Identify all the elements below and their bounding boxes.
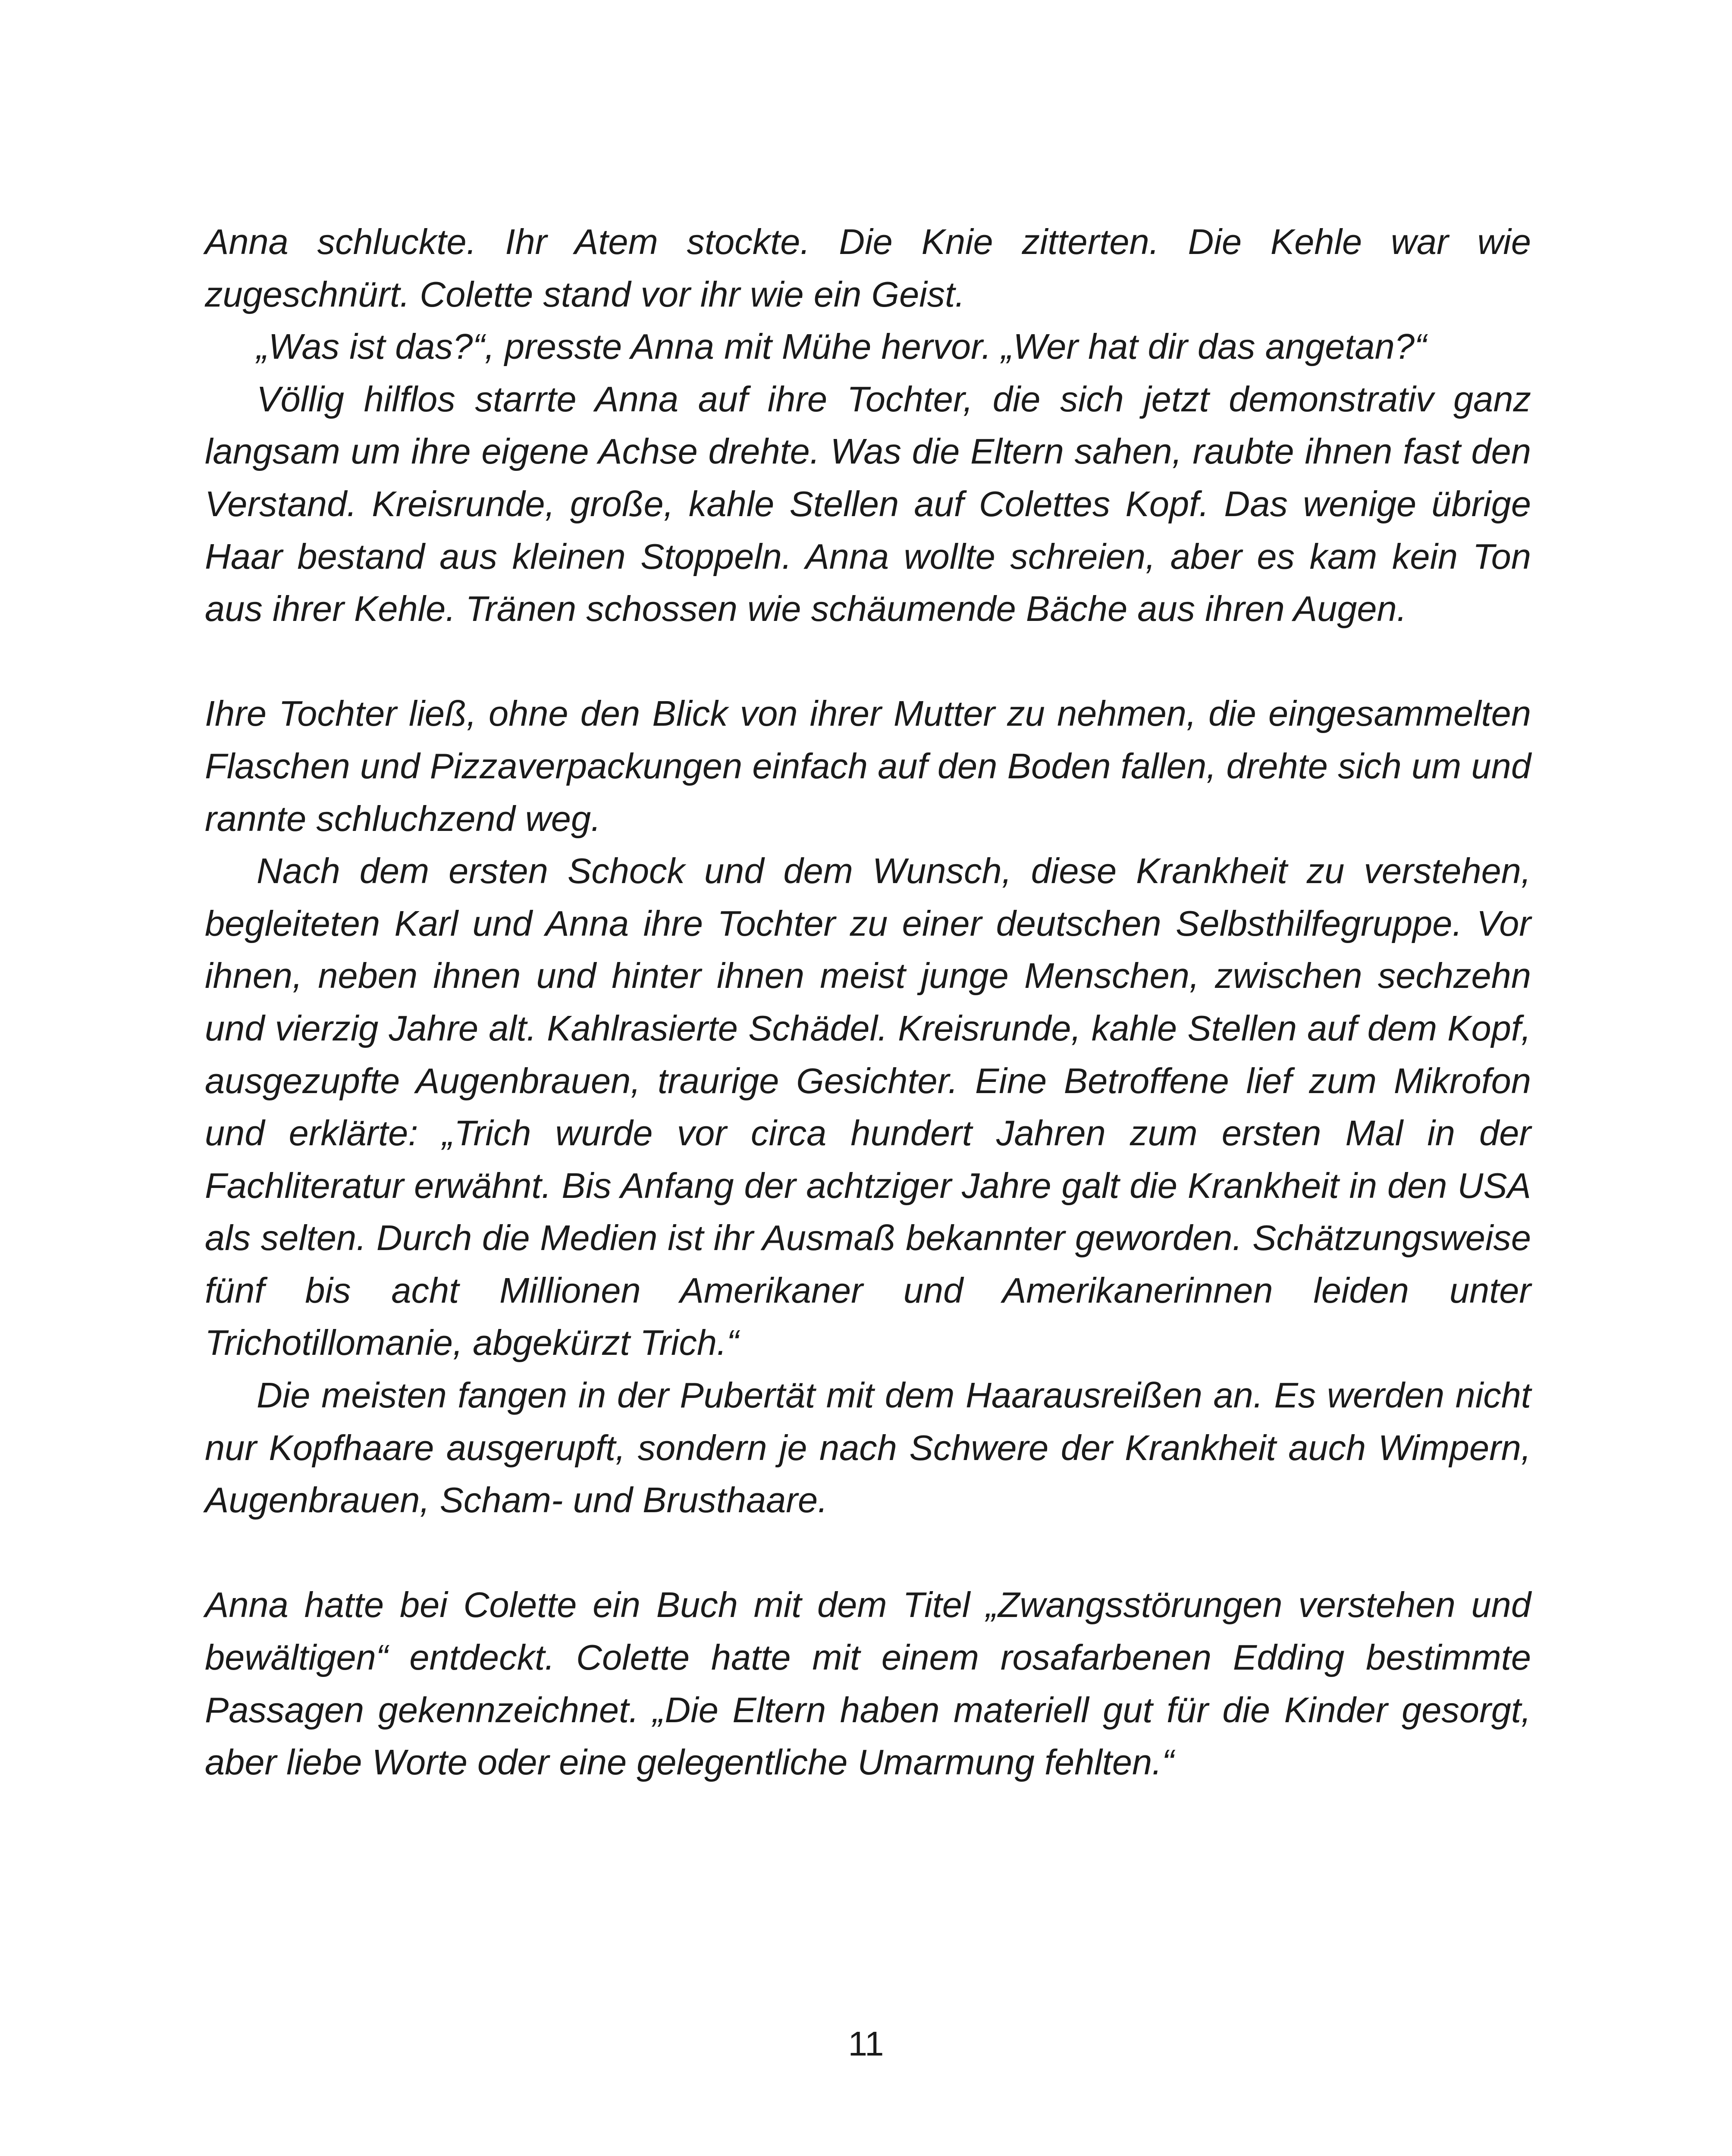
section-break xyxy=(205,635,1531,688)
body-text xyxy=(205,216,1531,1789)
paragraph-5: Nach dem ersten Schock und dem Wunsch, diese Krankheit zu verstehen, begleiteten Karl und Anna ihre Tochter zu einer deutschen Selbsthilfegruppe. Vor ihnen, neben ihnen und hinter ihnen meist junge Menschen, zwischen sechzehn und vierzig Jahre alt. Kahlrasierte Schädel. Kreisrunde, kahle Stellen auf dem Kopf, ausgezupfte Augenbrauen, traurige Gesichter. Eine Betroffene lief zum Mikrofon und erklärte: „Trich wurde vor circa hundert Jahren zum ersten Mal in der Fachliteratur erwähnt. Bis Anfang der achtziger Jahre galt die Krankheit in den USA als selten. Durch die Medien ist ihr Ausmaß bekannter geworden. Schätzungsweise fünf bis acht Millionen Amerikaner und Amerikanerinnen leiden unter Trichotillomanie, abgekürzt Trich.“ xyxy=(205,851,1531,1363)
paragraph-3: Völlig hilflos starrte Anna auf ihre Tochter, die sich jetzt demonstrativ ganz langsam um ihre eigene Achse drehte. Was die Eltern sahen, raubte ihnen fast den Verstand. Kreisrunde, große, kahle Stellen auf Colettes Kopf. Das wenige übrige Haar bestand aus kleinen Stoppeln. Anna wollte schreien, aber es kam kein Ton aus ihrer Kehle. Tränen schossen wie schäumende Bäche aus ihren Augen. xyxy=(205,379,1531,629)
section-break xyxy=(205,1526,1531,1579)
paragraph-6: Die meisten fangen in der Pubertät mit dem Haarausreißen an. Es werden nicht nur Kopfhaare ausgerupft, sondern je nach Schwere der Krankheit auch Wimpern, Augenbrauen, Scham- und Brusthaare. xyxy=(205,1375,1531,1520)
paragraph-1: Anna schluckte. Ihr Atem stockte. Die Knie zitterten. Die Kehle war wie zugeschnürt. Colette stand vor ihr wie ein Geist. xyxy=(205,222,1531,314)
paragraph-4: Ihre Tochter ließ, ohne den Blick von ihrer Mutter zu nehmen, die eingesammelten Flaschen und Pizzaverpackungen einfach auf den Boden fallen, drehte sich um und rannte schluchzend weg. xyxy=(205,693,1531,839)
paragraph-7: Anna hatte bei Colette ein Buch mit dem Titel „Zwangsstörungen verstehen und bewältigen“ entdeckt. Colette hatte mit einem rosafarbenen Edding bestimmte Passagen gekennzeichnet. „Die Eltern haben materiell gut für die Kinder gesorgt, aber liebe Worte oder eine gelegentliche Umarmung fehlten.“ xyxy=(205,1585,1531,1783)
paragraph-2: „Was ist das?“, presste Anna mit Mühe hervor. „Wer hat dir das angetan?“ xyxy=(257,326,1427,367)
page-number: 11 xyxy=(848,2024,884,2063)
